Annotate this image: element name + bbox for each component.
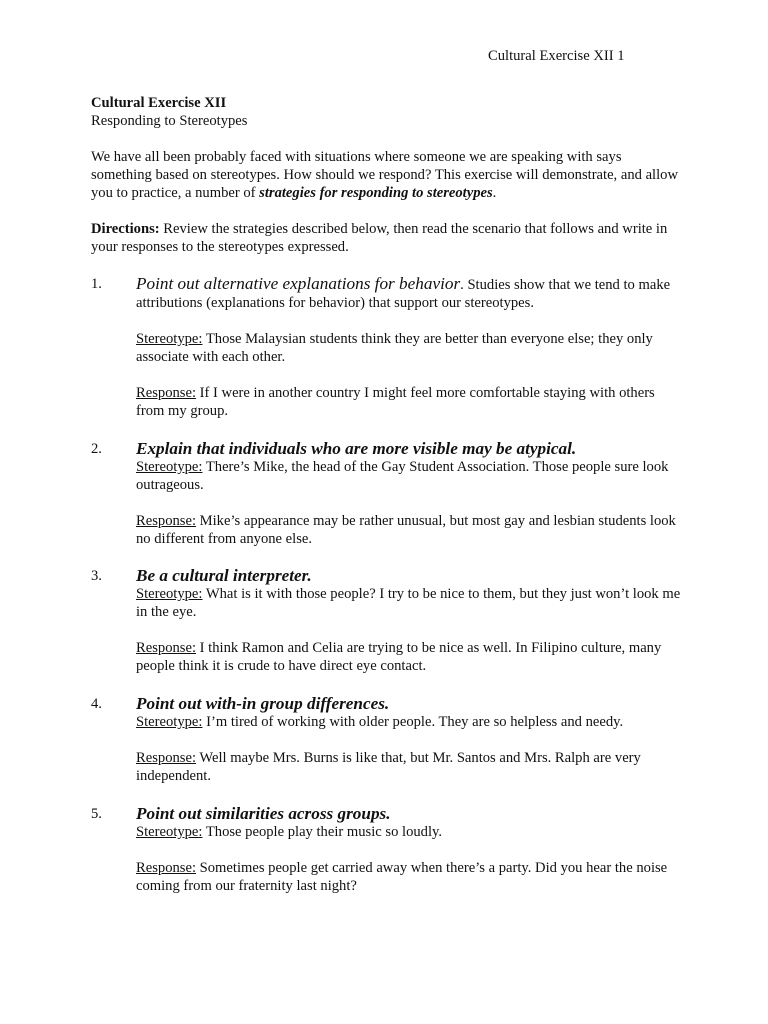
stereotype-paragraph [136,458,681,494]
stereotype-paragraph [136,823,681,841]
intro-end: . [492,185,497,201]
response-label: Response: [136,860,196,876]
stereotype-paragraph [136,330,681,366]
stereotype-text: I’m tired of working with older people. They are so helpless and needy. [202,714,624,730]
stereotype-text: What is it with those people? I try to be nice to them, but they just won’t look me in the eye. [136,586,681,620]
response-text: Mike’s appearance may be rather unusual, but most gay and lesbian students look no different from anyone else. [136,513,676,547]
stereotype-label: Stereotype: [136,714,203,730]
response-text: I think Ramon and Celia are trying to be nice as well. In Filipino culture, many people think it is crude to have direct eye contact. [136,640,662,674]
strategy-heading-paragraph [136,275,681,312]
strategy-item [91,567,681,675]
response-text: Well maybe Mrs. Burns is like that, but Mr. Santos and Mrs. Ralph are very independent. [136,750,641,784]
response-paragraph [136,749,681,785]
intro-paragraph [91,148,681,202]
stereotype-text: There’s Mike, the head of the Gay Student Association. Those people sure look outrageous. [136,459,669,493]
response-paragraph [136,512,681,548]
document-subtitle: Responding to Stereotypes [91,113,248,129]
directions-label: Directions: [91,221,160,237]
stereotype-paragraph [136,585,681,621]
strategy-item [91,440,681,548]
response-label: Response: [136,640,196,656]
strategy-heading: Point out similarities across groups. [136,804,391,823]
directions-paragraph [91,220,681,256]
stereotype-text: Those Malaysian students think they are better than everyone else; they only associate with each other. [136,331,653,365]
intro-emphasis: strategies for responding to stereotypes [259,185,493,201]
strategy-heading: Explain that individuals who are more visible may be atypical. [136,439,577,458]
document-body [91,94,681,895]
stereotype-label: Stereotype: [136,459,203,475]
strategy-number: 3. [91,568,102,584]
directions-text: Review the strategies described below, then read the scenario that follows and write in your responses to the stereotypes expressed. [91,221,668,255]
response-label: Response: [136,750,196,766]
strategy-number: 5. [91,806,102,822]
strategy-item [91,275,681,420]
response-paragraph [136,639,681,675]
strategy-item [91,805,681,895]
intro-text: We have all been probably faced with situations where someone we are speaking with says something based on stereotypes. How should we respond? This exercise will demonstrate, and allow you to practice, a number of [91,149,678,201]
stereotype-label: Stereotype: [136,824,203,840]
document-title: Cultural Exercise XII [91,95,227,111]
strategy-number: 4. [91,696,102,712]
strategy-number: 1. [91,276,102,292]
strategy-number: 2. [91,441,102,457]
response-text: If I were in another country I might feel more comfortable staying with others from my group. [136,385,655,419]
stereotype-label: Stereotype: [136,331,203,347]
stereotype-label: Stereotype: [136,586,203,602]
response-paragraph [136,859,681,895]
strategy-heading-tail: . Studies show that we tend to make attributions (explanations for behavior) that support our stereotypes. [136,277,671,311]
stereotype-text: Those people play their music so loudly. [202,824,443,840]
response-label: Response: [136,385,196,401]
response-text: Sometimes people get carried away when there’s a party. Did you hear the noise coming from our fraternity last night? [136,860,668,894]
strategy-heading: Point out alternative explanations for behavior [136,274,461,293]
strategy-heading: Point out with-in group differences. [136,694,390,713]
strategy-heading: Be a cultural interpreter. [136,566,312,585]
response-paragraph [136,384,681,420]
running-head: Cultural Exercise XII 1 [488,48,625,64]
strategy-item [91,695,681,785]
response-label: Response: [136,513,196,529]
stereotype-paragraph [136,713,681,731]
